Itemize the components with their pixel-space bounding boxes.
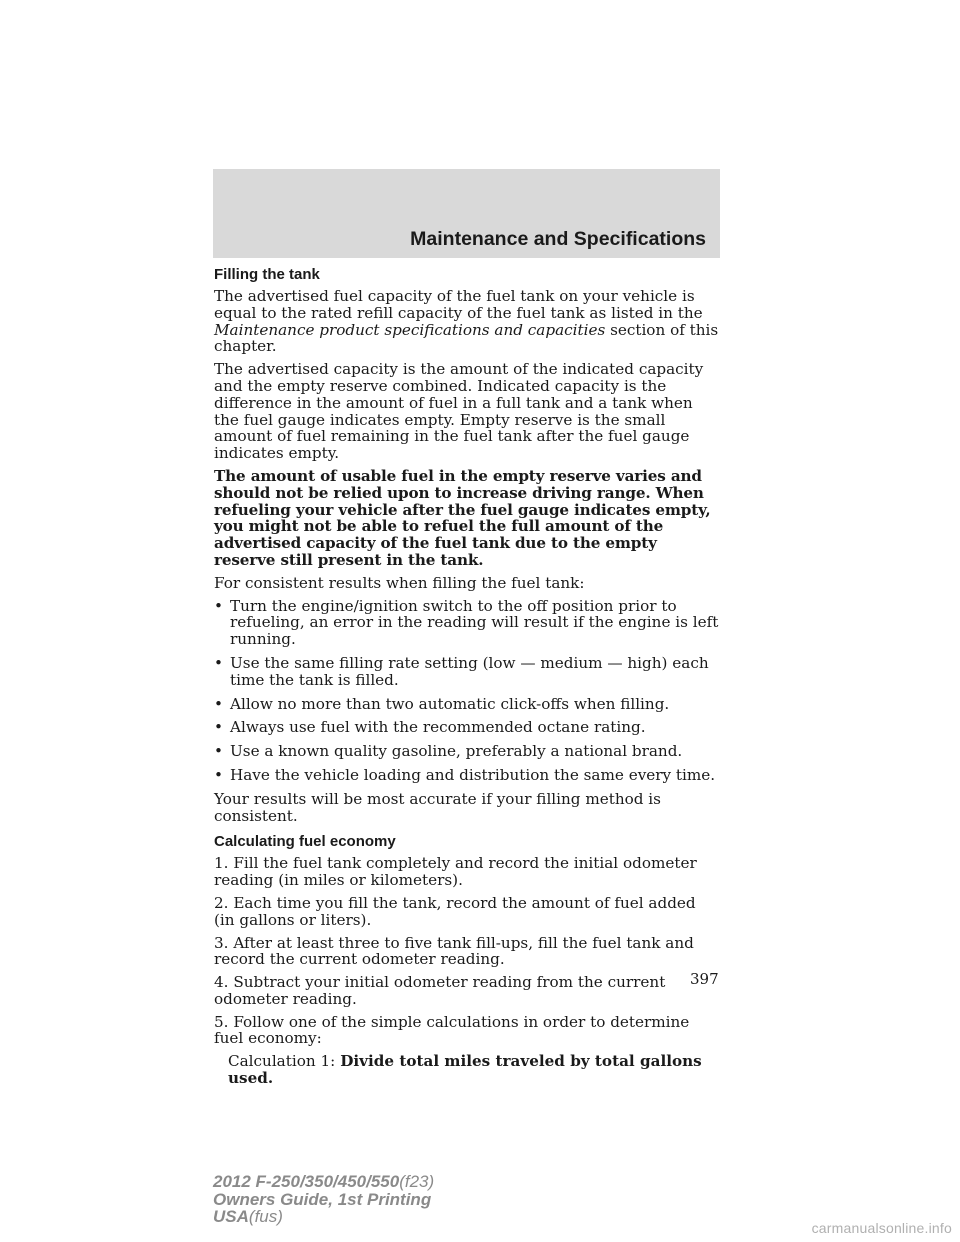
list-item-text: Always use fuel with the recommended octane rating. [230,718,646,737]
list-item-text: Have the vehicle loading and distribution the same every time. [230,765,716,784]
warning-paragraph: The amount of usable fuel in the empty reserve varies and should not be relied upon to increase driving range. When refueling your vehicle after the fuel gauge indicates empty, you might not be able to refuel the full amount of the advertised capacity of the fuel tank due to the empty reserve still present in the tank. [214,466,711,569]
paragraph-capacity-definition: The advertised capacity is the amount of the indicated capacity and the empty reserve combined. Indicated capacity is the difference in the amount of fuel in a full tank and a tank when the fuel gauge indicates empty. Empty reserve is the small amount of fuel remaining in the fuel tank after the fuel gauge indicates empty. [214,360,704,463]
footer-region: USA [213,1207,249,1226]
list-item-text: Allow no more than two automatic click-offs when filling. [230,694,670,713]
paragraph-closing: Your results will be most accurate if your filling method is consistent. [214,789,661,825]
list-item [214,719,720,736]
list-item-text: Turn the engine/ignition switch to the off position prior to refueling, an error in the reading will result if the engine is left running. [230,596,719,649]
watermark-link[interactable]: carmanualsonline.info [811,1220,952,1236]
step-4: 4. Subtract your initial odometer reading from the current odometer reading. [214,973,666,1008]
bullet-icon: • [214,765,223,784]
step-1: 1. Fill the fuel tank completely and record the initial odometer reading (in miles or kilometers). [214,854,697,890]
footer-model: 2012 F-250/350/450/550 [213,1172,400,1191]
filling-tips-list [214,598,720,784]
list-item-text: Use the same filling rate setting (low — medium — high) each time the tank is filled. [230,653,709,689]
page-number: 397 [690,970,719,988]
section-title: Maintenance and Specifications [410,228,706,250]
bullet-icon: • [214,596,223,615]
heading-calculating-fuel-economy: Calculating fuel economy [214,833,396,851]
footer-line-model [213,1173,434,1191]
page-content [214,266,720,1093]
section-header-band [213,169,720,258]
list-item [214,767,720,784]
bullet-icon: • [214,718,223,737]
paragraph-advertised-capacity [214,288,720,355]
footer-region-code: (fus) [248,1207,283,1226]
section-reference: Maintenance product specifications and capacities [214,320,606,339]
footer-model-code: (f23) [399,1172,435,1191]
list-item [214,743,720,760]
paragraph-intro: For consistent results when filling the fuel tank: [214,573,585,592]
footer-edition: Owners Guide, 1st Printing [213,1189,432,1209]
list-item-text: Use a known quality gasoline, preferably a national brand. [230,742,683,761]
step-3: 3. After at least three to five tank fill-ups, fill the fuel tank and record the current odometer reading. [214,933,694,969]
list-item [214,655,720,689]
list-item [214,598,720,648]
paragraph-text: section of this chapter. [214,320,719,356]
calculation-label: Calculation 1: [228,1052,336,1071]
bullet-icon: • [214,742,223,761]
step-5: 5. Follow one of the simple calculations in order to determine fuel economy: [214,1012,690,1048]
bullet-icon: • [214,694,223,713]
footer-line-region [213,1208,434,1226]
paragraph-text: The advertised fuel capacity of the fuel tank on your vehicle is equal to the rated refill capacity of the fuel tank as listed in the [214,287,703,322]
list-item [214,696,720,713]
heading-filling-the-tank: Filling the tank [214,266,320,283]
calculation-1 [214,1053,720,1087]
bullet-icon: • [214,653,223,672]
print-footer [213,1173,434,1226]
calculation-text: Divide total miles traveled by total gallons used. [228,1052,702,1088]
step-2: 2. Each time you fill the tank, record the amount of fuel added (in gallons or liters). [214,893,696,929]
